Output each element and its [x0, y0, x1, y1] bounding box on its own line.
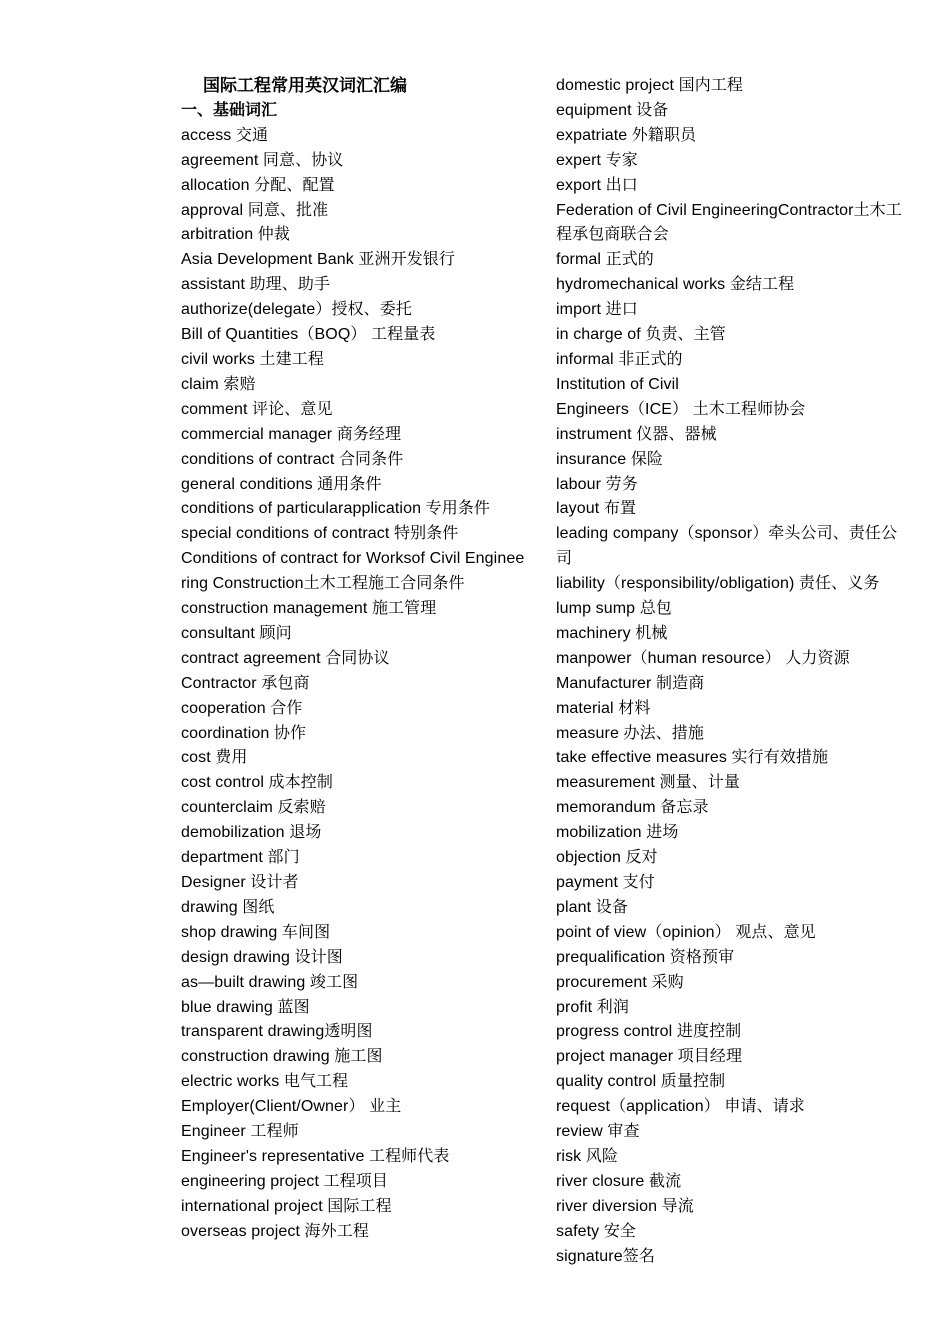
glossary-entry: electric works 电气工程	[181, 1073, 349, 1091]
glossary-entry: counterclaim 反索赔	[181, 799, 326, 817]
glossary-entry: overseas project 海外工程	[181, 1222, 369, 1240]
glossary-entry: comment 评论、意见	[181, 400, 333, 418]
glossary-entry: expatriate 外籍职员	[556, 126, 697, 144]
glossary-entry: Asia Development Bank 亚洲开发银行	[181, 251, 456, 269]
left-glossary-list	[181, 124, 529, 1245]
glossary-entry: allocation 分配、配置	[181, 176, 335, 194]
glossary-entry: conditions of contract 合同条件	[181, 450, 404, 468]
glossary-entry: cooperation 合作	[181, 699, 303, 717]
glossary-entry: Institution of Civil	[556, 375, 679, 393]
glossary-entry: conditions of particularapplication 专用条件	[181, 500, 491, 518]
glossary-entry: international project 国际工程	[181, 1197, 392, 1215]
glossary-entry: transparent drawing透明图	[181, 1023, 373, 1041]
glossary-entry: leading company（sponsor）牵头公司、责任公司	[556, 525, 898, 568]
glossary-entry: blue drawing 蓝图	[181, 998, 310, 1016]
glossary-entry: project manager 项目经理	[556, 1048, 743, 1066]
glossary-entry: machinery 机械	[556, 624, 668, 642]
glossary-entry: claim 索赔	[181, 375, 256, 393]
glossary-entry: construction drawing 施工图	[181, 1048, 383, 1066]
glossary-entry: arbitration 仲裁	[181, 226, 290, 244]
glossary-entry: request（application） 申请、请求	[556, 1098, 805, 1116]
glossary-entry: labour 劳务	[556, 475, 638, 493]
glossary-entry: contract agreement 合同协议	[181, 649, 390, 667]
glossary-entry: cost 费用	[181, 749, 248, 767]
glossary-entry: measurement 测量、计量	[556, 774, 740, 792]
left-column	[181, 74, 529, 1245]
glossary-entry: lump sump 总包	[556, 600, 672, 618]
glossary-entry: take effective measures 实行有效措施	[556, 749, 829, 767]
glossary-entry: Conditions of contract for Worksof Civil Engineering Construction土木工程施工合同条件	[181, 550, 525, 593]
right-column	[556, 74, 904, 1270]
glossary-entry: Contractor 承包商	[181, 674, 310, 692]
glossary-entry: consultant 顾问	[181, 624, 292, 642]
glossary-entry: hydromechanical works 金结工程	[556, 276, 795, 294]
glossary-entry: risk 风险	[556, 1147, 619, 1165]
glossary-entry: import 进口	[556, 301, 638, 319]
glossary-entry: Engineer 工程师	[181, 1123, 299, 1141]
glossary-entry: layout 布置	[556, 500, 637, 518]
glossary-entry: signature签名	[556, 1247, 655, 1265]
glossary-entry: formal 正式的	[556, 251, 654, 269]
glossary-entry: design drawing 设计图	[181, 948, 343, 966]
glossary-entry: Federation of Civil EngineeringContractor土木工程承包商联合会	[556, 201, 902, 244]
glossary-entry: construction management 施工管理	[181, 600, 437, 618]
right-glossary-list	[556, 74, 904, 1270]
glossary-entry: river closure 截流	[556, 1172, 682, 1190]
glossary-entry: demobilization 退场	[181, 824, 322, 842]
glossary-entry: memorandum 备忘录	[556, 799, 709, 817]
glossary-entry: agreement 同意、协议	[181, 151, 344, 169]
glossary-entry: access 交通	[181, 126, 269, 144]
glossary-entry: expert 专家	[556, 151, 638, 169]
document-title: 国际工程常用英汉词汇汇编	[203, 76, 407, 95]
glossary-entry: in charge of 负责、主管	[556, 326, 726, 344]
glossary-entry: shop drawing 车间图	[181, 923, 331, 941]
glossary-entry: instrument 仪器、器械	[556, 425, 717, 443]
glossary-entry: objection 反对	[556, 849, 658, 867]
glossary-entry: commercial manager 商务经理	[181, 425, 402, 443]
glossary-entry: cost control 成本控制	[181, 774, 333, 792]
glossary-entry: review 审查	[556, 1123, 640, 1141]
glossary-entry: mobilization 进场	[556, 824, 679, 842]
glossary-entry: quality control 质量控制	[556, 1073, 726, 1091]
glossary-entry: domestic project 国内工程	[556, 77, 744, 94]
glossary-entry: civil works 土建工程	[181, 350, 324, 368]
glossary-entry: material 材料	[556, 699, 651, 717]
glossary-entry: drawing 图纸	[181, 898, 275, 916]
glossary-entry: export 出口	[556, 176, 638, 194]
glossary-entry: Engineer's representative 工程师代表	[181, 1147, 450, 1165]
glossary-entry: authorize(delegate）授权、委托	[181, 301, 412, 319]
glossary-entry: Bill of Quantities（BOQ） 工程量表	[181, 326, 436, 344]
glossary-entry: insurance 保险	[556, 450, 664, 468]
glossary-entry: liability（responsibility/obligation) 责任、义务	[556, 575, 880, 593]
glossary-entry: coordination 协作	[181, 724, 307, 742]
glossary-entry: general conditions 通用条件	[181, 475, 382, 493]
glossary-entry: safety 安全	[556, 1222, 637, 1240]
glossary-entry: Employer(Client/Owner） 业主	[181, 1098, 402, 1116]
glossary-entry: department 部门	[181, 849, 300, 867]
glossary-entry: plant 设备	[556, 898, 628, 916]
glossary-entry: equipment 设备	[556, 101, 669, 119]
glossary-entry: measure 办法、措施	[556, 724, 704, 742]
glossary-entry: procurement 采购	[556, 973, 684, 991]
glossary-entry: engineering project 工程项目	[181, 1172, 388, 1190]
glossary-entry: river diversion 导流	[556, 1197, 694, 1215]
glossary-entry: special conditions of contract 特别条件	[181, 525, 459, 543]
glossary-entry: progress control 进度控制	[556, 1023, 742, 1041]
glossary-entry: assistant 助理、助手	[181, 276, 331, 294]
glossary-entry: approval 同意、批准	[181, 201, 329, 219]
glossary-entry: payment 支付	[556, 874, 655, 891]
glossary-entry: informal 非正式的	[556, 350, 683, 368]
glossary-entry: profit 利润	[556, 998, 629, 1016]
glossary-entry: manpower（human resource） 人力资源	[556, 649, 850, 667]
glossary-entry: Engineers（ICE） 土木工程师协会	[556, 400, 806, 418]
glossary-entry: point of view（opinion） 观点、意见	[556, 923, 816, 941]
glossary-entry: Designer 设计者	[181, 874, 299, 891]
section-heading: 一、基础词汇	[181, 101, 278, 119]
glossary-entry: prequalification 资格预审	[556, 948, 735, 966]
glossary-entry: as—built drawing 竣工图	[181, 973, 359, 991]
glossary-entry: Manufacturer 制造商	[556, 674, 705, 692]
